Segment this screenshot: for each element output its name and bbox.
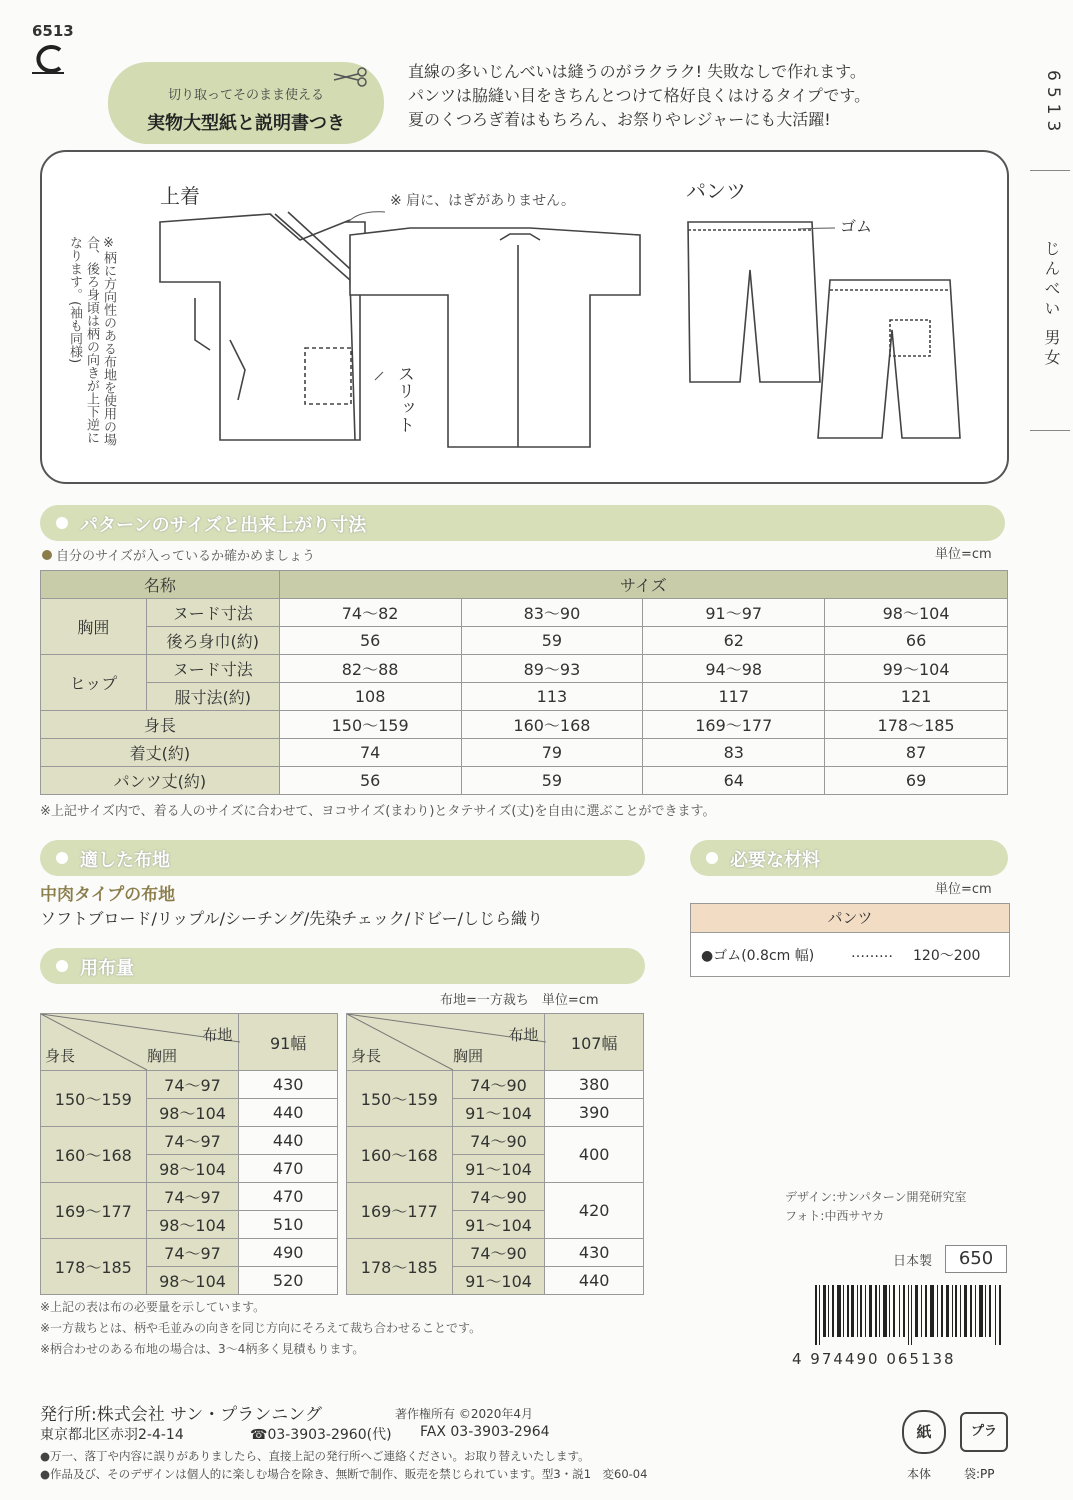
size-table (40, 570, 1008, 795)
side-label: じんべい 男女 (1042, 240, 1061, 370)
table-row (41, 599, 1008, 627)
chest-cell: 74〜97 (146, 1071, 239, 1099)
side-divider (1030, 430, 1070, 431)
section-header-sizes (40, 505, 1005, 541)
materials-item: ●ゴム(0.8cm 幅) (701, 948, 815, 964)
barcode-number: 4 974490 065138 (792, 1350, 956, 1368)
section-title: 適した布地 (80, 850, 170, 871)
table-row (41, 1014, 338, 1071)
value-cell: 390 (545, 1099, 644, 1127)
cell: 83〜90 (461, 599, 643, 627)
header-chest: 胸囲 (147, 1047, 178, 1065)
table-row (347, 1071, 644, 1099)
cell: 169〜177 (643, 711, 825, 739)
tel: ☎03-3903-2960(代) (250, 1427, 392, 1443)
value-cell: 440 (239, 1127, 338, 1155)
photo-credit: フォト:中西サヤカ (785, 1209, 885, 1223)
table-row (41, 739, 1008, 767)
made-in: 日本製 (893, 1254, 933, 1269)
section-header-fabric (40, 840, 645, 876)
plastic-recycle-label: 袋:PP (964, 1467, 995, 1481)
value-cell: 440 (239, 1099, 338, 1127)
row-group: 胸囲 (41, 599, 147, 655)
cell: 79 (461, 739, 643, 767)
size-unit: 単位=cm (935, 547, 992, 562)
cell: 117 (643, 683, 825, 711)
value-cell: 420 (545, 1183, 644, 1239)
materials-unit: 単位=cm (935, 882, 992, 897)
row-label: 着丈(約) (41, 739, 280, 767)
badge-line1: 切り取ってそのまま使える (167, 88, 324, 103)
section-header-yardage (40, 948, 645, 984)
cell: 89〜93 (461, 655, 643, 683)
header-chest: 胸囲 (453, 1047, 484, 1065)
cell: 91〜97 (643, 599, 825, 627)
address: 東京都北区赤羽2-4-14 (40, 1427, 184, 1443)
cell: 62 (643, 627, 825, 655)
header-fabric: 布地 (508, 1026, 539, 1044)
yardage-notes (40, 1297, 481, 1360)
cell: 160〜168 (461, 711, 643, 739)
row-label: 後ろ身巾(約) (146, 627, 279, 655)
bullet-icon (42, 550, 52, 560)
value-cell: 430 (239, 1071, 338, 1099)
cell: 66 (825, 627, 1008, 655)
fabric-list: ソフトブロード/リップル/シーチング/先染チェック/ドビー/しじら織り (40, 909, 543, 928)
chest-cell: 91〜104 (452, 1099, 545, 1127)
cell: 98〜104 (825, 599, 1008, 627)
materials-value: 120〜200 (913, 948, 981, 964)
width-header: 91幅 (239, 1014, 338, 1071)
yardage-table-107 (346, 1013, 644, 1295)
value-cell: 430 (545, 1239, 644, 1267)
table-row (41, 1127, 338, 1155)
table-row (41, 683, 1008, 711)
chest-cell: 74〜97 (146, 1239, 239, 1267)
value-cell: 470 (239, 1183, 338, 1211)
cell: 74〜82 (279, 599, 461, 627)
yardage-note-line: ※一方裁ちとは、柄や毛並みの向きを同じ方向にそろえて裁ち合わせることです。 (40, 1321, 482, 1335)
badge-line2: 実物大型紙と説明書つき (147, 113, 345, 134)
intro-line: パンツは脇縫い目をきちんとつけて格好良くはけるタイプです。 (408, 86, 871, 105)
footer-note: ●万一、落丁や内容に誤りがありましたら、直接上記の発行所へご連絡ください。お取り替えいたします。 (40, 1449, 590, 1463)
col-name-header: 名称 (41, 571, 280, 599)
intro-line: 夏のくつろぎ着はもちろん、お祭りやレジャーにも大活躍! (408, 110, 831, 129)
chest-cell: 91〜104 (452, 1211, 545, 1239)
col-size-header: サイズ (279, 571, 1007, 599)
design-credit: デザイン:サンパターン開発研究室 (785, 1190, 967, 1204)
cell: 83 (643, 739, 825, 767)
cell: 121 (825, 683, 1008, 711)
corner-header (347, 1014, 545, 1071)
header-height: 身長 (45, 1047, 76, 1065)
credits (785, 1188, 967, 1226)
cell: 59 (461, 767, 643, 795)
chest-cell: 91〜104 (452, 1267, 545, 1295)
row-group: ヒップ (41, 655, 147, 711)
side-number: 6513 (1043, 70, 1063, 138)
chest-cell: 98〜104 (146, 1211, 239, 1239)
barcode (815, 1285, 1005, 1345)
product-number: 6513 (32, 22, 74, 40)
table-row (347, 1183, 644, 1211)
table-row (347, 1127, 644, 1155)
cell: 113 (461, 683, 643, 711)
publisher: 発行所:株式会社 サン・プランニング (40, 1405, 322, 1425)
materials-table (690, 903, 1010, 977)
fax: FAX 03-3903-2964 (420, 1424, 550, 1440)
chest-cell: 74〜97 (146, 1183, 239, 1211)
height-cell: 169〜177 (347, 1183, 453, 1239)
plastic-recycle-icon (960, 1412, 1008, 1452)
cell: 150〜159 (279, 711, 461, 739)
value-cell: 470 (239, 1155, 338, 1183)
cell: 64 (643, 767, 825, 795)
slit-label: スリット (394, 365, 414, 433)
materials-col-header: パンツ (691, 904, 1009, 933)
height-cell: 150〜159 (347, 1071, 453, 1127)
table-row (41, 767, 1008, 795)
plastic-recycle-mark: プラ (970, 1424, 997, 1439)
height-cell: 178〜185 (41, 1239, 147, 1295)
table-row (347, 1239, 644, 1267)
cell: 56 (279, 627, 461, 655)
elastic-label: ゴム (840, 217, 873, 236)
yardage-note: 布地=一方裁ち 単位=cm (440, 993, 599, 1008)
value-cell: 520 (239, 1267, 338, 1295)
yardage-table-91 (40, 1013, 338, 1295)
chest-cell: 74〜90 (452, 1127, 545, 1155)
chest-cell: 74〜90 (452, 1183, 545, 1211)
cell: 108 (279, 683, 461, 711)
paper-recycle-icon (902, 1410, 946, 1454)
row-label: 身長 (41, 711, 280, 739)
chest-cell: 98〜104 (146, 1267, 239, 1295)
row-label: ヌード寸法 (146, 599, 279, 627)
size-footnote: ※上記サイズ内で、着る人のサイズに合わせて、ヨコサイズ(まわり)とタテサイズ(丈)を自由に選ぶことができます。 (40, 804, 716, 819)
header-height: 身長 (351, 1047, 382, 1065)
size-note-text: 自分のサイズが入っているか確かめましょう (56, 549, 315, 564)
corner-header (41, 1014, 239, 1071)
cell: 74 (279, 739, 461, 767)
chest-cell: 91〜104 (452, 1155, 545, 1183)
cell: 82〜88 (279, 655, 461, 683)
value-cell: 400 (545, 1127, 644, 1183)
size-note (42, 545, 315, 564)
cell: 99〜104 (825, 655, 1008, 683)
value-cell: 510 (239, 1211, 338, 1239)
brand-logo-icon (30, 44, 66, 74)
cell: 178〜185 (825, 711, 1008, 739)
paper-recycle-label: 本体 (907, 1467, 932, 1481)
value-cell: 380 (545, 1071, 644, 1099)
price: 650 (945, 1245, 1007, 1273)
table-row (41, 711, 1008, 739)
table-row (41, 655, 1008, 683)
yardage-note-line: ※柄合わせのある布地の場合は、3〜4柄多く見積もります。 (40, 1342, 365, 1356)
pattern-direction-note: ※柄に方向性のある布地を使用の場合、後ろ身頃は柄の向きが上下逆になります。(袖も同様) (67, 236, 116, 446)
chest-cell: 74〜97 (146, 1127, 239, 1155)
chest-cell: 74〜90 (452, 1239, 545, 1267)
row-label: 服寸法(約) (146, 683, 279, 711)
table-row (41, 1239, 338, 1267)
section-title: パターンのサイズと出来上がり寸法 (80, 515, 367, 536)
cell: 59 (461, 627, 643, 655)
fabric-type: 中肉タイプの布地 (40, 885, 176, 905)
table-row (41, 571, 1008, 599)
jacket-title: 上着 (160, 184, 200, 208)
section-title: 用布量 (80, 958, 134, 979)
row-label: ヌード寸法 (146, 655, 279, 683)
side-divider (1030, 170, 1070, 171)
materials-dots: ……… (851, 945, 893, 961)
height-cell: 178〜185 (347, 1239, 453, 1295)
chest-cell: 74〜90 (452, 1071, 545, 1099)
height-cell: 160〜168 (41, 1127, 147, 1183)
row-label: パンツ丈(約) (41, 767, 280, 795)
table-row (41, 1071, 338, 1099)
cell: 69 (825, 767, 1008, 795)
cell: 94〜98 (643, 655, 825, 683)
table-row (41, 627, 1008, 655)
jacket-note: ※ 肩に、はぎがありません。 (390, 193, 576, 209)
table-row (41, 1183, 338, 1211)
scissors-icon (330, 66, 370, 88)
copyright: 著作権所有 ©2020年4月 (395, 1407, 533, 1421)
value-cell: 490 (239, 1239, 338, 1267)
width-header: 107幅 (545, 1014, 644, 1071)
intro-text (408, 60, 870, 132)
cell: 56 (279, 767, 461, 795)
height-cell: 160〜168 (347, 1127, 453, 1183)
section-header-materials (690, 840, 1008, 876)
paper-recycle-mark: 紙 (916, 1423, 932, 1441)
intro-line: 直線の多いじんべいは縫うのがラクラク! 失敗なしで作れます。 (408, 62, 866, 81)
value-cell: 440 (545, 1267, 644, 1295)
table-row (347, 1014, 644, 1071)
section-title: 必要な材料 (730, 850, 820, 871)
height-cell: 169〜177 (41, 1183, 147, 1239)
footer-note: ●作品及び、そのデザインは個人的に楽しむ場合を除き、無断で制作、販売を禁じられています。型3・説1 変60-04 (40, 1467, 648, 1481)
garment-illustration (150, 200, 1030, 460)
cell: 87 (825, 739, 1008, 767)
pants-title: パンツ (686, 179, 746, 203)
height-cell: 150〜159 (41, 1071, 147, 1127)
header-fabric: 布地 (202, 1026, 233, 1044)
chest-cell: 98〜104 (146, 1099, 239, 1127)
chest-cell: 98〜104 (146, 1155, 239, 1183)
yardage-note-line: ※上記の表は布の必要量を示しています。 (40, 1300, 266, 1314)
